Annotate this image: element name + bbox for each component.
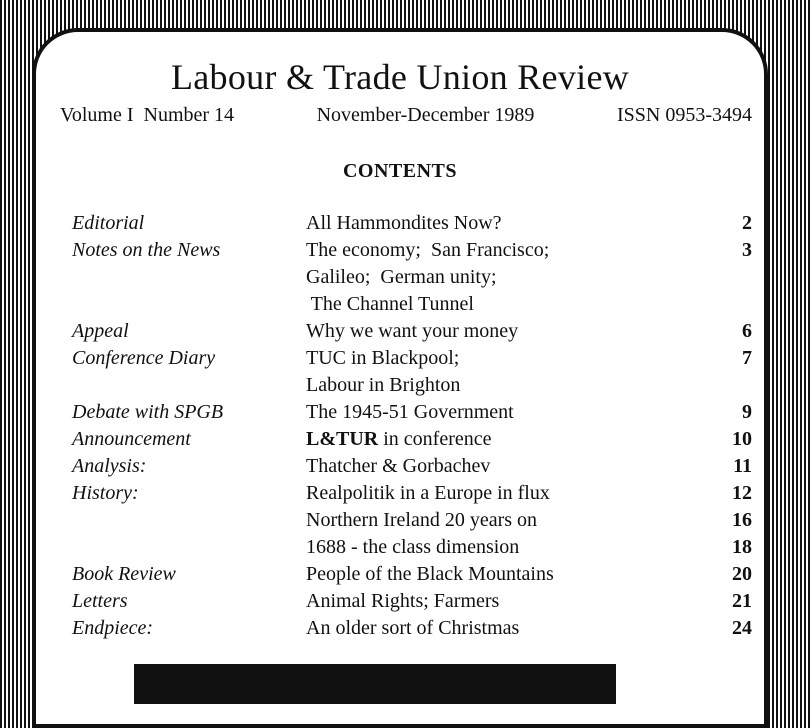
toc-article: The economy; San Francisco;	[306, 239, 550, 261]
toc-section: History:	[72, 482, 139, 504]
toc-row	[72, 534, 752, 561]
contents-heading: CONTENTS	[342, 160, 458, 182]
toc-page: 9	[742, 401, 752, 423]
toc-article: Northern Ireland 20 years on	[306, 509, 538, 531]
toc-row	[72, 399, 752, 426]
toc-article: The 1945-51 Government	[306, 401, 514, 423]
toc-page: 7	[742, 347, 752, 369]
toc-page: 3	[742, 239, 752, 261]
toc-row	[72, 561, 752, 588]
toc-section: Book Review	[72, 563, 176, 585]
toc-row	[72, 210, 752, 237]
toc-article: Thatcher & Gorbachev	[306, 455, 491, 477]
toc-article: Realpolitik in a Europe in flux	[306, 482, 550, 504]
toc-row	[72, 237, 752, 264]
toc-section: Analysis:	[72, 455, 147, 477]
toc-article: Galileo; German unity;	[306, 266, 497, 288]
toc-article: An older sort of Christmas	[306, 617, 520, 639]
toc-row	[72, 345, 752, 372]
toc-section: Letters	[72, 590, 128, 612]
toc-row	[72, 264, 752, 291]
toc-article: The Channel Tunnel	[306, 293, 474, 315]
toc-section: Debate with SPGB	[72, 401, 224, 423]
toc-article	[306, 426, 492, 453]
toc-article: Why we want your money	[306, 320, 519, 342]
toc-article: People of the Black Mountains	[306, 563, 554, 585]
toc-page: 11	[733, 455, 752, 477]
toc-page: 16	[732, 509, 752, 531]
toc-row	[72, 615, 752, 642]
toc-page: 2	[742, 212, 752, 234]
toc-article: Animal Rights; Farmers	[306, 590, 500, 612]
toc-article: All Hammondites Now?	[306, 212, 502, 234]
toc-section: Endpiece:	[72, 617, 154, 639]
toc-page: 24	[732, 617, 752, 639]
magazine-title: Labour & Trade Union Review	[170, 57, 630, 97]
toc-article: Labour in Brighton	[306, 374, 461, 396]
volume-number: Volume I Number 14	[60, 104, 235, 126]
toc-page: 10	[732, 428, 752, 450]
toc-article-rest: in conference	[378, 428, 492, 450]
contents-list	[72, 210, 752, 642]
toc-section: Editorial	[72, 212, 145, 234]
toc-row	[72, 318, 752, 345]
issue-meta	[60, 104, 752, 127]
toc-page: 12	[732, 482, 752, 504]
toc-article-emphasis: L&TUR	[306, 428, 379, 450]
issn: ISSN 0953-3494	[616, 104, 752, 126]
toc-section: Conference Diary	[72, 347, 216, 369]
toc-page: 20	[732, 563, 752, 585]
toc-article: TUC in Blackpool;	[306, 347, 460, 369]
toc-row	[72, 588, 752, 615]
toc-section: Announcement	[72, 428, 191, 450]
toc-section: Notes on the News	[72, 239, 221, 261]
cover-panel	[32, 28, 768, 728]
issue-date: November-December 1989	[316, 104, 535, 126]
toc-row	[72, 453, 752, 480]
toc-page: 21	[732, 590, 752, 612]
toc-page: 6	[742, 320, 752, 342]
toc-row	[72, 291, 752, 318]
black-banner	[134, 664, 616, 704]
toc-article: 1688 - the class dimension	[306, 536, 520, 558]
toc-row	[72, 372, 752, 399]
toc-row	[72, 507, 752, 534]
toc-row	[72, 480, 752, 507]
toc-row	[72, 426, 752, 453]
toc-section: Appeal	[72, 320, 129, 342]
toc-page: 18	[732, 536, 752, 558]
